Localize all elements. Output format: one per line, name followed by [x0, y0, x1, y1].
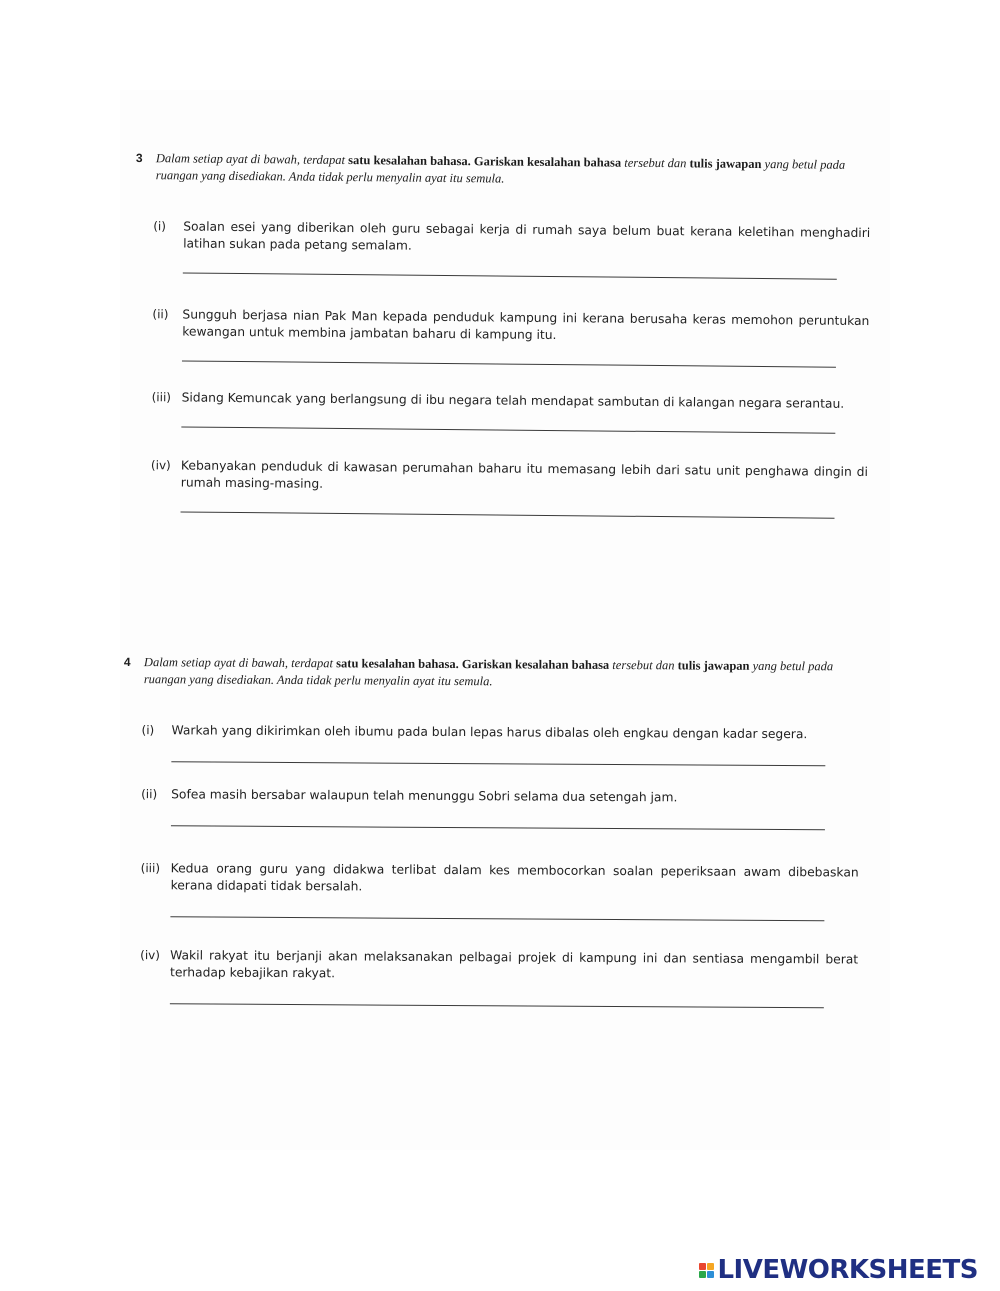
- item-sentence: Soalan esei yang diberikan oleh guru sebagai kerja di rumah saya belum buat kerana keletihan menghadiri latihan sukan pada petang semalam.: [183, 219, 871, 253]
- question-4: [122, 654, 860, 1008]
- answer-line[interactable]: [171, 761, 825, 766]
- question-instruction: 4 Dalam setiap ayat di bawah, terdapat satu kesalahan bahasa. Gariskan kesalahan bahasa tersebut dan tulis jawapan yang betul pada ruangan yang disediakan. Anda tidak perlu menyalin ayat itu semula.: [123, 655, 834, 689]
- question-item: [123, 860, 859, 898]
- question-3: [133, 150, 871, 519]
- item-numeral: (iv): [140, 948, 161, 963]
- item-numeral: (i): [153, 219, 167, 234]
- item-sentence: Kebanyakan penduduk di kawasan perumahan baharu itu memasang lebih dari satu unit penghawa dingin di rumah masing-masing.: [180, 458, 869, 491]
- answer-line[interactable]: [182, 360, 836, 367]
- liveworksheets-logo[interactable]: [699, 1256, 978, 1284]
- liveworksheets-logo-icon: [699, 1263, 714, 1278]
- item-numeral: (i): [141, 723, 155, 738]
- answer-line[interactable]: [170, 916, 824, 921]
- question-instruction: 3 Dalam setiap ayat di bawah, terdapat satu kesalahan bahasa. Gariskan kesalahan bahasa tersebut dan tulis jawapan yang betul pada ruangan yang disediakan. Anda tidak perlu menyalin ayat itu semula.: [135, 150, 846, 186]
- answer-line[interactable]: [181, 426, 835, 433]
- item-sentence: Kedua orang guru yang didakwa terlibat dalam kes membocorkan soalan peperiksaan awam dibebaskan kerana didapati tidak bersalah.: [170, 861, 859, 894]
- logo-square-red: [699, 1263, 706, 1270]
- item-numeral: (iv): [150, 458, 171, 473]
- question-item: [134, 389, 869, 413]
- question-number: 4: [123, 655, 131, 670]
- answer-line[interactable]: [183, 272, 837, 279]
- item-sentence: Sofea masih bersabar walaupun telah menunggu Sobri selama dua setengah jam.: [171, 787, 678, 805]
- item-sentence: Wakil rakyat itu berjanji akan melaksanakan pelbagai projek di kampung ini dan sentiasa mengambil berat terhadap kebajikan rakyat.: [170, 948, 859, 981]
- item-sentence: Sungguh berjasa nian Pak Man kepada penduduk kampung ini kerana berusaha keras memohon peruntukan kewangan untuk membina jambatan baharu di kampung itu.: [182, 307, 870, 343]
- item-numeral: (ii): [141, 787, 158, 802]
- question-item: [133, 457, 868, 498]
- answer-line[interactable]: [171, 825, 825, 830]
- item-numeral: (iii): [140, 861, 161, 876]
- question-item: [122, 947, 858, 985]
- question-item: [135, 218, 870, 259]
- item-numeral: (ii): [152, 307, 169, 322]
- logo-square-orange: [707, 1263, 714, 1270]
- item-sentence: Sidang Kemuncak yang berlangsung di ibu negara telah mendapat sambutan di kalangan negara serantau.: [181, 390, 845, 411]
- question-item: [134, 306, 869, 347]
- question-item: [123, 722, 859, 743]
- question-item: [123, 786, 859, 807]
- brand-name: LIVEWORKSHEETS: [717, 1255, 978, 1285]
- logo-square-blue: [707, 1271, 714, 1278]
- item-numeral: (iii): [151, 390, 172, 405]
- item-sentence: Warkah yang dikirimkan oleh ibumu pada bulan lepas harus dibalas oleh engkau dengan kadar segera.: [171, 723, 808, 742]
- question-number: 3: [135, 150, 143, 166]
- logo-square-green: [699, 1271, 706, 1278]
